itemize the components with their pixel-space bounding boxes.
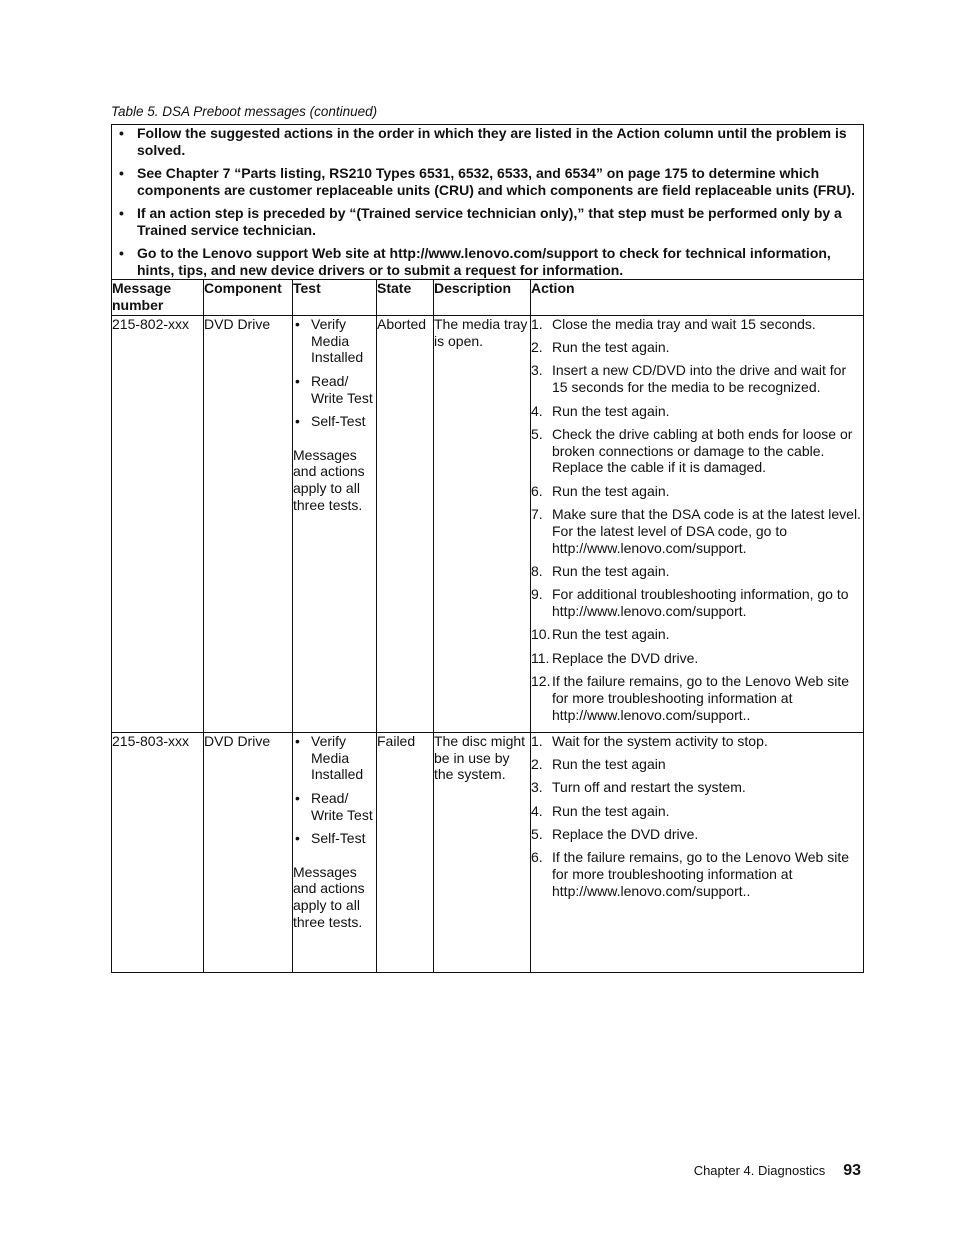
- action-list: [531, 733, 863, 900]
- header-component: Component: [204, 279, 293, 315]
- state-cell: Failed: [377, 732, 434, 972]
- action-step-text: Run the test again: [552, 756, 666, 773]
- action-step-text: Insert a new CD/DVD into the drive and wait for 15 seconds for the media to be recognized.: [552, 362, 847, 396]
- table-row: [112, 732, 864, 972]
- action-step: [531, 673, 863, 723]
- message-number-cell: 215-803-xxx: [112, 732, 204, 972]
- notes-list: [112, 125, 863, 279]
- action-step-text: Replace the DVD drive.: [552, 826, 699, 843]
- action-step: [531, 403, 863, 420]
- test-list: [293, 733, 376, 847]
- action-step: [531, 483, 863, 500]
- action-step-number: 5.: [531, 826, 543, 843]
- header-action: Action: [531, 279, 864, 315]
- state-cell: Aborted: [377, 315, 434, 732]
- action-step-number: 8.: [531, 562, 543, 579]
- action-step-text: Make sure that the DSA code is at the latest level. For the latest level of DSA code, go to http://www.lenovo.com/support.: [552, 506, 861, 556]
- action-step-number: 2.: [531, 339, 543, 356]
- action-step: [531, 339, 863, 356]
- action-step: [531, 362, 863, 396]
- header-test: Test: [293, 279, 377, 315]
- dsa-preboot-messages-table: [111, 124, 864, 973]
- test-item: • Verify Media Installed: [293, 733, 376, 783]
- action-step-number: 5.: [531, 425, 543, 442]
- note-item: • Go to the Lenovo support Web site at http://www.lenovo.com/support to check for technical information, hints, tips, and new device drivers or to submit a request for information.: [112, 245, 863, 279]
- action-step: [531, 316, 863, 333]
- table-caption: Table 5. DSA Preboot messages (continued): [111, 104, 378, 119]
- header-state: State: [377, 279, 434, 315]
- test-item: • Read/ Write Test: [293, 373, 376, 407]
- action-cell: [531, 315, 864, 732]
- test-item: • Read/ Write Test: [293, 790, 376, 824]
- action-step-text: Run the test again.: [552, 339, 670, 356]
- test-item: • Self-Test: [293, 830, 376, 847]
- note-item: • See Chapter 7 “Parts listing, RS210 Types 6531, 6532, 6533, and 6534” on page 175 to determine which components are customer replaceable units (CRU) and which components are field replaceable units (FRU).: [112, 165, 863, 199]
- page-number: 93: [843, 1162, 861, 1179]
- action-step-number: 4.: [531, 402, 543, 419]
- description-cell: The disc might be in use by the system.: [434, 732, 531, 972]
- action-step: [531, 506, 863, 556]
- action-step-text: Run the test again.: [552, 626, 670, 643]
- table-row: [112, 315, 864, 732]
- action-step-number: 3.: [531, 362, 543, 379]
- action-cell: [531, 732, 864, 972]
- action-step-number: 6.: [531, 849, 543, 866]
- action-step-text: Turn off and restart the system.: [552, 779, 746, 796]
- action-step: [531, 586, 863, 620]
- action-step: [531, 779, 863, 796]
- action-step-text: Run the test again.: [552, 402, 670, 419]
- test-cell: [293, 315, 377, 732]
- action-step: [531, 826, 863, 843]
- action-step-number: 1.: [531, 315, 543, 332]
- action-step-number: 9.: [531, 586, 543, 603]
- action-step-number: 3.: [531, 779, 543, 796]
- component-cell: DVD Drive: [204, 315, 293, 732]
- action-step-text: Close the media tray and wait 15 seconds.: [552, 315, 816, 332]
- header-row: [112, 279, 864, 315]
- action-step-number: 2.: [531, 756, 543, 773]
- action-step-number: 6.: [531, 482, 543, 499]
- page-footer: [694, 1163, 861, 1180]
- action-step-text: If the failure remains, go to the Lenovo Web site for more troubleshooting information at http://www.lenovo.com/support..: [552, 672, 850, 723]
- test-item: • Verify Media Installed: [293, 316, 376, 366]
- message-number-cell: 215-802-xxx: [112, 315, 204, 732]
- header-description: Description: [434, 279, 531, 315]
- action-step: [531, 426, 863, 476]
- action-step: [531, 563, 863, 580]
- action-step-text: Wait for the system activity to stop.: [552, 732, 768, 749]
- action-step-text: If the failure remains, go to the Lenovo Web site for more troubleshooting information at http://www.lenovo.com/support..: [552, 849, 850, 899]
- action-step-text: Run the test again.: [552, 482, 670, 499]
- header-message-number: Message number: [112, 279, 204, 315]
- action-step-number: 4.: [531, 802, 543, 819]
- chapter-label: Chapter 4. Diagnostics: [693, 1163, 826, 1178]
- action-step: [531, 650, 863, 667]
- action-step-number: 10.: [531, 626, 551, 643]
- action-step: [531, 756, 863, 773]
- tests-note: Messages and actions apply to all three tests.: [293, 446, 365, 514]
- action-step: [531, 803, 863, 820]
- test-list: [293, 316, 376, 430]
- action-list: [531, 316, 863, 723]
- action-step-number: 11.: [531, 649, 550, 666]
- note-item: • Follow the suggested actions in the order in which they are listed in the Action column until the problem is solved.: [112, 125, 863, 159]
- test-item: • Self-Test: [293, 413, 376, 430]
- notes-cell: [112, 125, 864, 280]
- action-step-text: Run the test again.: [552, 562, 670, 579]
- action-step-text: Check the drive cabling at both ends for loose or broken connections or damage to the cable. Replace the cable if it is damaged.: [552, 425, 853, 476]
- action-step-number: 7.: [531, 506, 543, 523]
- tests-note: Messages and actions apply to all three tests.: [293, 863, 365, 931]
- action-step-number: 1.: [531, 732, 543, 749]
- action-step-number: 12.: [531, 672, 551, 689]
- action-step-text: For additional troubleshooting information, go to http://www.lenovo.com/support.: [552, 586, 849, 620]
- test-cell: [293, 732, 377, 972]
- note-item: • If an action step is preceded by “(Trained service technician only),” that step must be performed only by a Trained service technician.: [112, 205, 863, 239]
- action-step: [531, 849, 863, 899]
- action-step: [531, 733, 863, 750]
- action-step-text: Replace the DVD drive.: [552, 649, 699, 666]
- description-cell: The media tray is open.: [434, 315, 531, 732]
- action-step-text: Run the test again.: [552, 802, 670, 819]
- component-cell: DVD Drive: [204, 732, 293, 972]
- action-step: [531, 626, 863, 643]
